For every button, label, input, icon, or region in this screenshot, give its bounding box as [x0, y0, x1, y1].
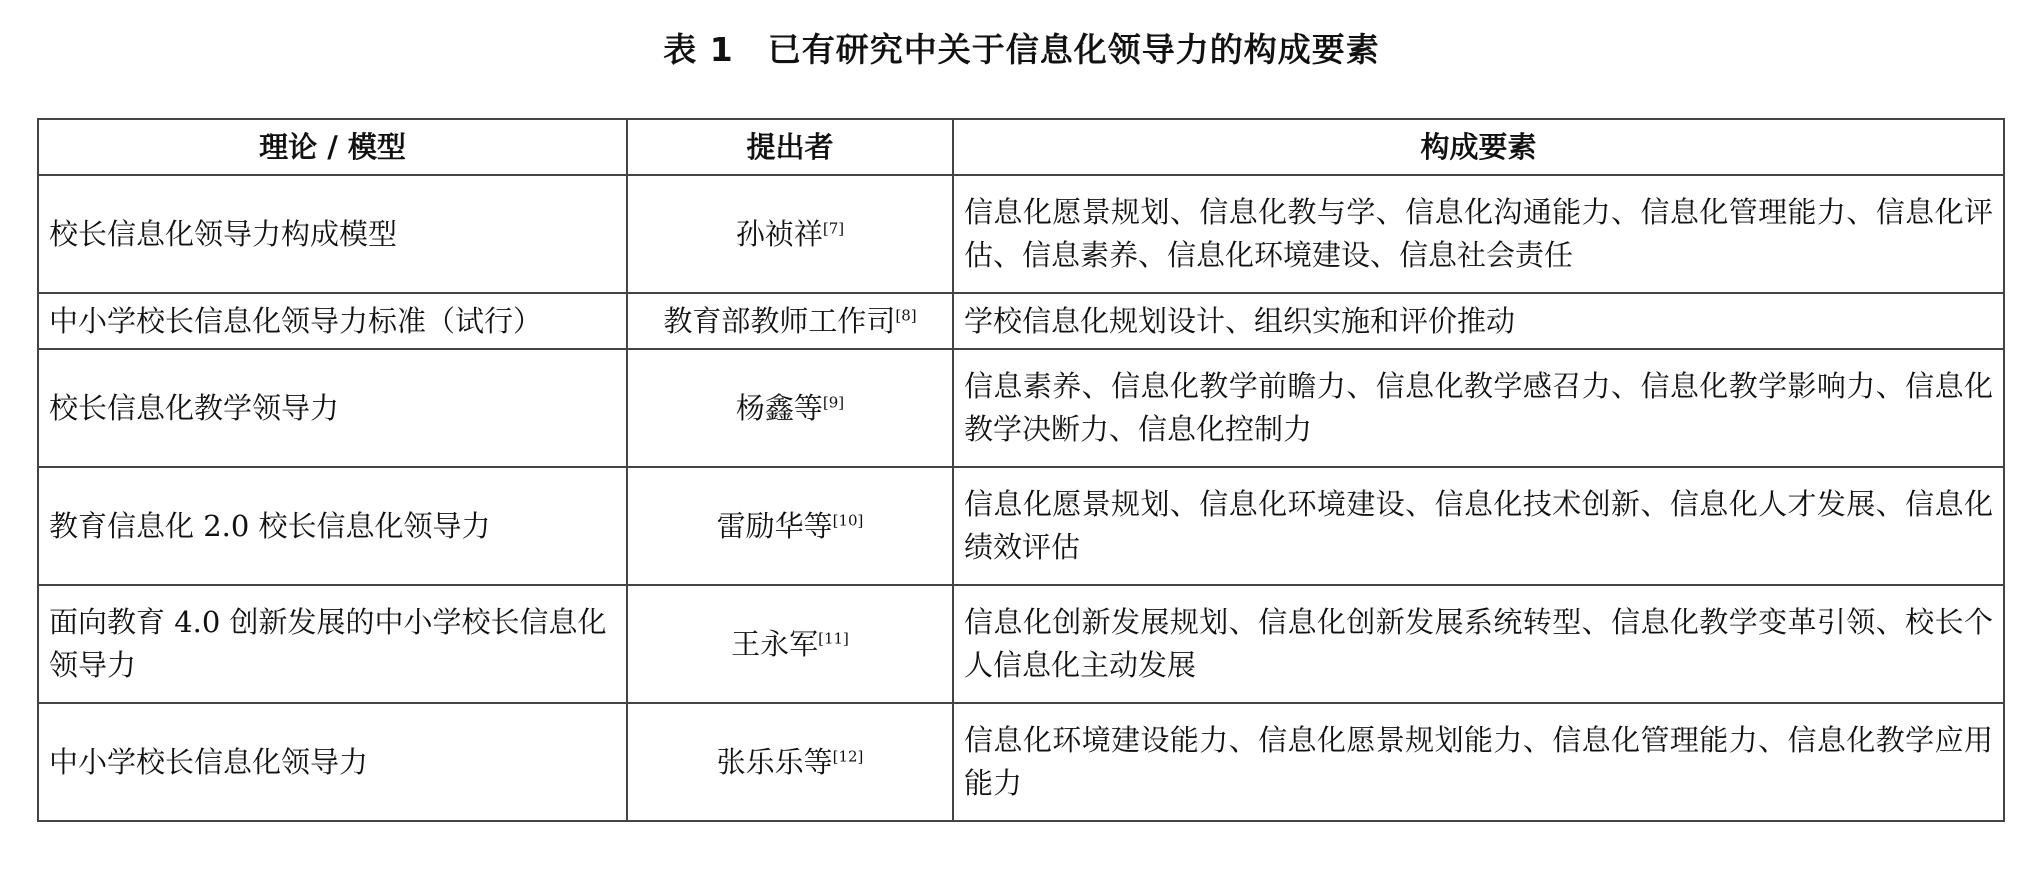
theory-cell: 中小学校长信息化领导力标准（试行） — [38, 293, 627, 349]
author-name: 王永军 — [731, 626, 819, 661]
author-name: 雷励华等 — [716, 508, 833, 543]
table-row — [38, 293, 2004, 349]
theory-cell: 校长信息化领导力构成模型 — [38, 175, 627, 293]
author-name: 张乐乐等 — [716, 744, 833, 779]
author-name: 孙祯祥 — [735, 216, 823, 251]
elements-cell: 信息化愿景规划、信息化环境建设、信息化技术创新、信息化人才发展、信息化绩效评估 — [953, 467, 2004, 585]
header-author: 提出者 — [627, 119, 953, 175]
elements-cell: 学校信息化规划设计、组织实施和评价推动 — [953, 293, 2004, 349]
table-caption — [0, 24, 2043, 71]
header-elements: 构成要素 — [953, 119, 2004, 175]
table-number: 表 1 — [663, 30, 734, 69]
table-row — [38, 585, 2004, 703]
citation-ref: [10] — [832, 510, 864, 529]
header-theory: 理论 / 模型 — [38, 119, 627, 175]
author-cell — [627, 703, 953, 821]
citation-ref: [8] — [895, 305, 917, 324]
theory-cell: 校长信息化教学领导力 — [38, 349, 627, 467]
citation-ref: [11] — [818, 628, 849, 647]
elements-cell: 信息化愿景规划、信息化教与学、信息化沟通能力、信息化管理能力、信息化评估、信息素养、信息化环境建设、信息社会责任 — [953, 175, 2004, 293]
citation-ref: [9] — [822, 392, 845, 411]
elements-cell: 信息化环境建设能力、信息化愿景规划能力、信息化管理能力、信息化教学应用能力 — [953, 703, 2004, 821]
citation-ref: [7] — [822, 218, 845, 237]
table-row — [38, 349, 2004, 467]
theory-cell: 面向教育 4.0 创新发展的中小学校长信息化领导力 — [38, 585, 627, 703]
citation-ref: [12] — [832, 746, 864, 765]
author-name: 杨鑫等 — [735, 390, 823, 425]
table-row — [38, 703, 2004, 821]
composition-elements-table — [37, 118, 2005, 822]
author-cell — [627, 349, 953, 467]
table-row — [38, 467, 2004, 585]
elements-cell: 信息素养、信息化教学前瞻力、信息化教学感召力、信息化教学影响力、信息化教学决断力、信息化控制力 — [953, 349, 2004, 467]
author-cell — [627, 175, 953, 293]
elements-cell: 信息化创新发展规划、信息化创新发展系统转型、信息化教学变革引领、校长个人信息化主动发展 — [953, 585, 2004, 703]
table-row — [38, 175, 2004, 293]
author-name: 教育部教师工作司 — [663, 303, 896, 338]
author-cell — [627, 585, 953, 703]
author-cell — [627, 467, 953, 585]
author-cell — [627, 293, 953, 349]
table-header-row — [38, 119, 2004, 175]
table-title: 已有研究中关于信息化领导力的构成要素 — [767, 30, 1380, 69]
theory-cell: 教育信息化 2.0 校长信息化领导力 — [38, 467, 627, 585]
theory-cell: 中小学校长信息化领导力 — [38, 703, 627, 821]
